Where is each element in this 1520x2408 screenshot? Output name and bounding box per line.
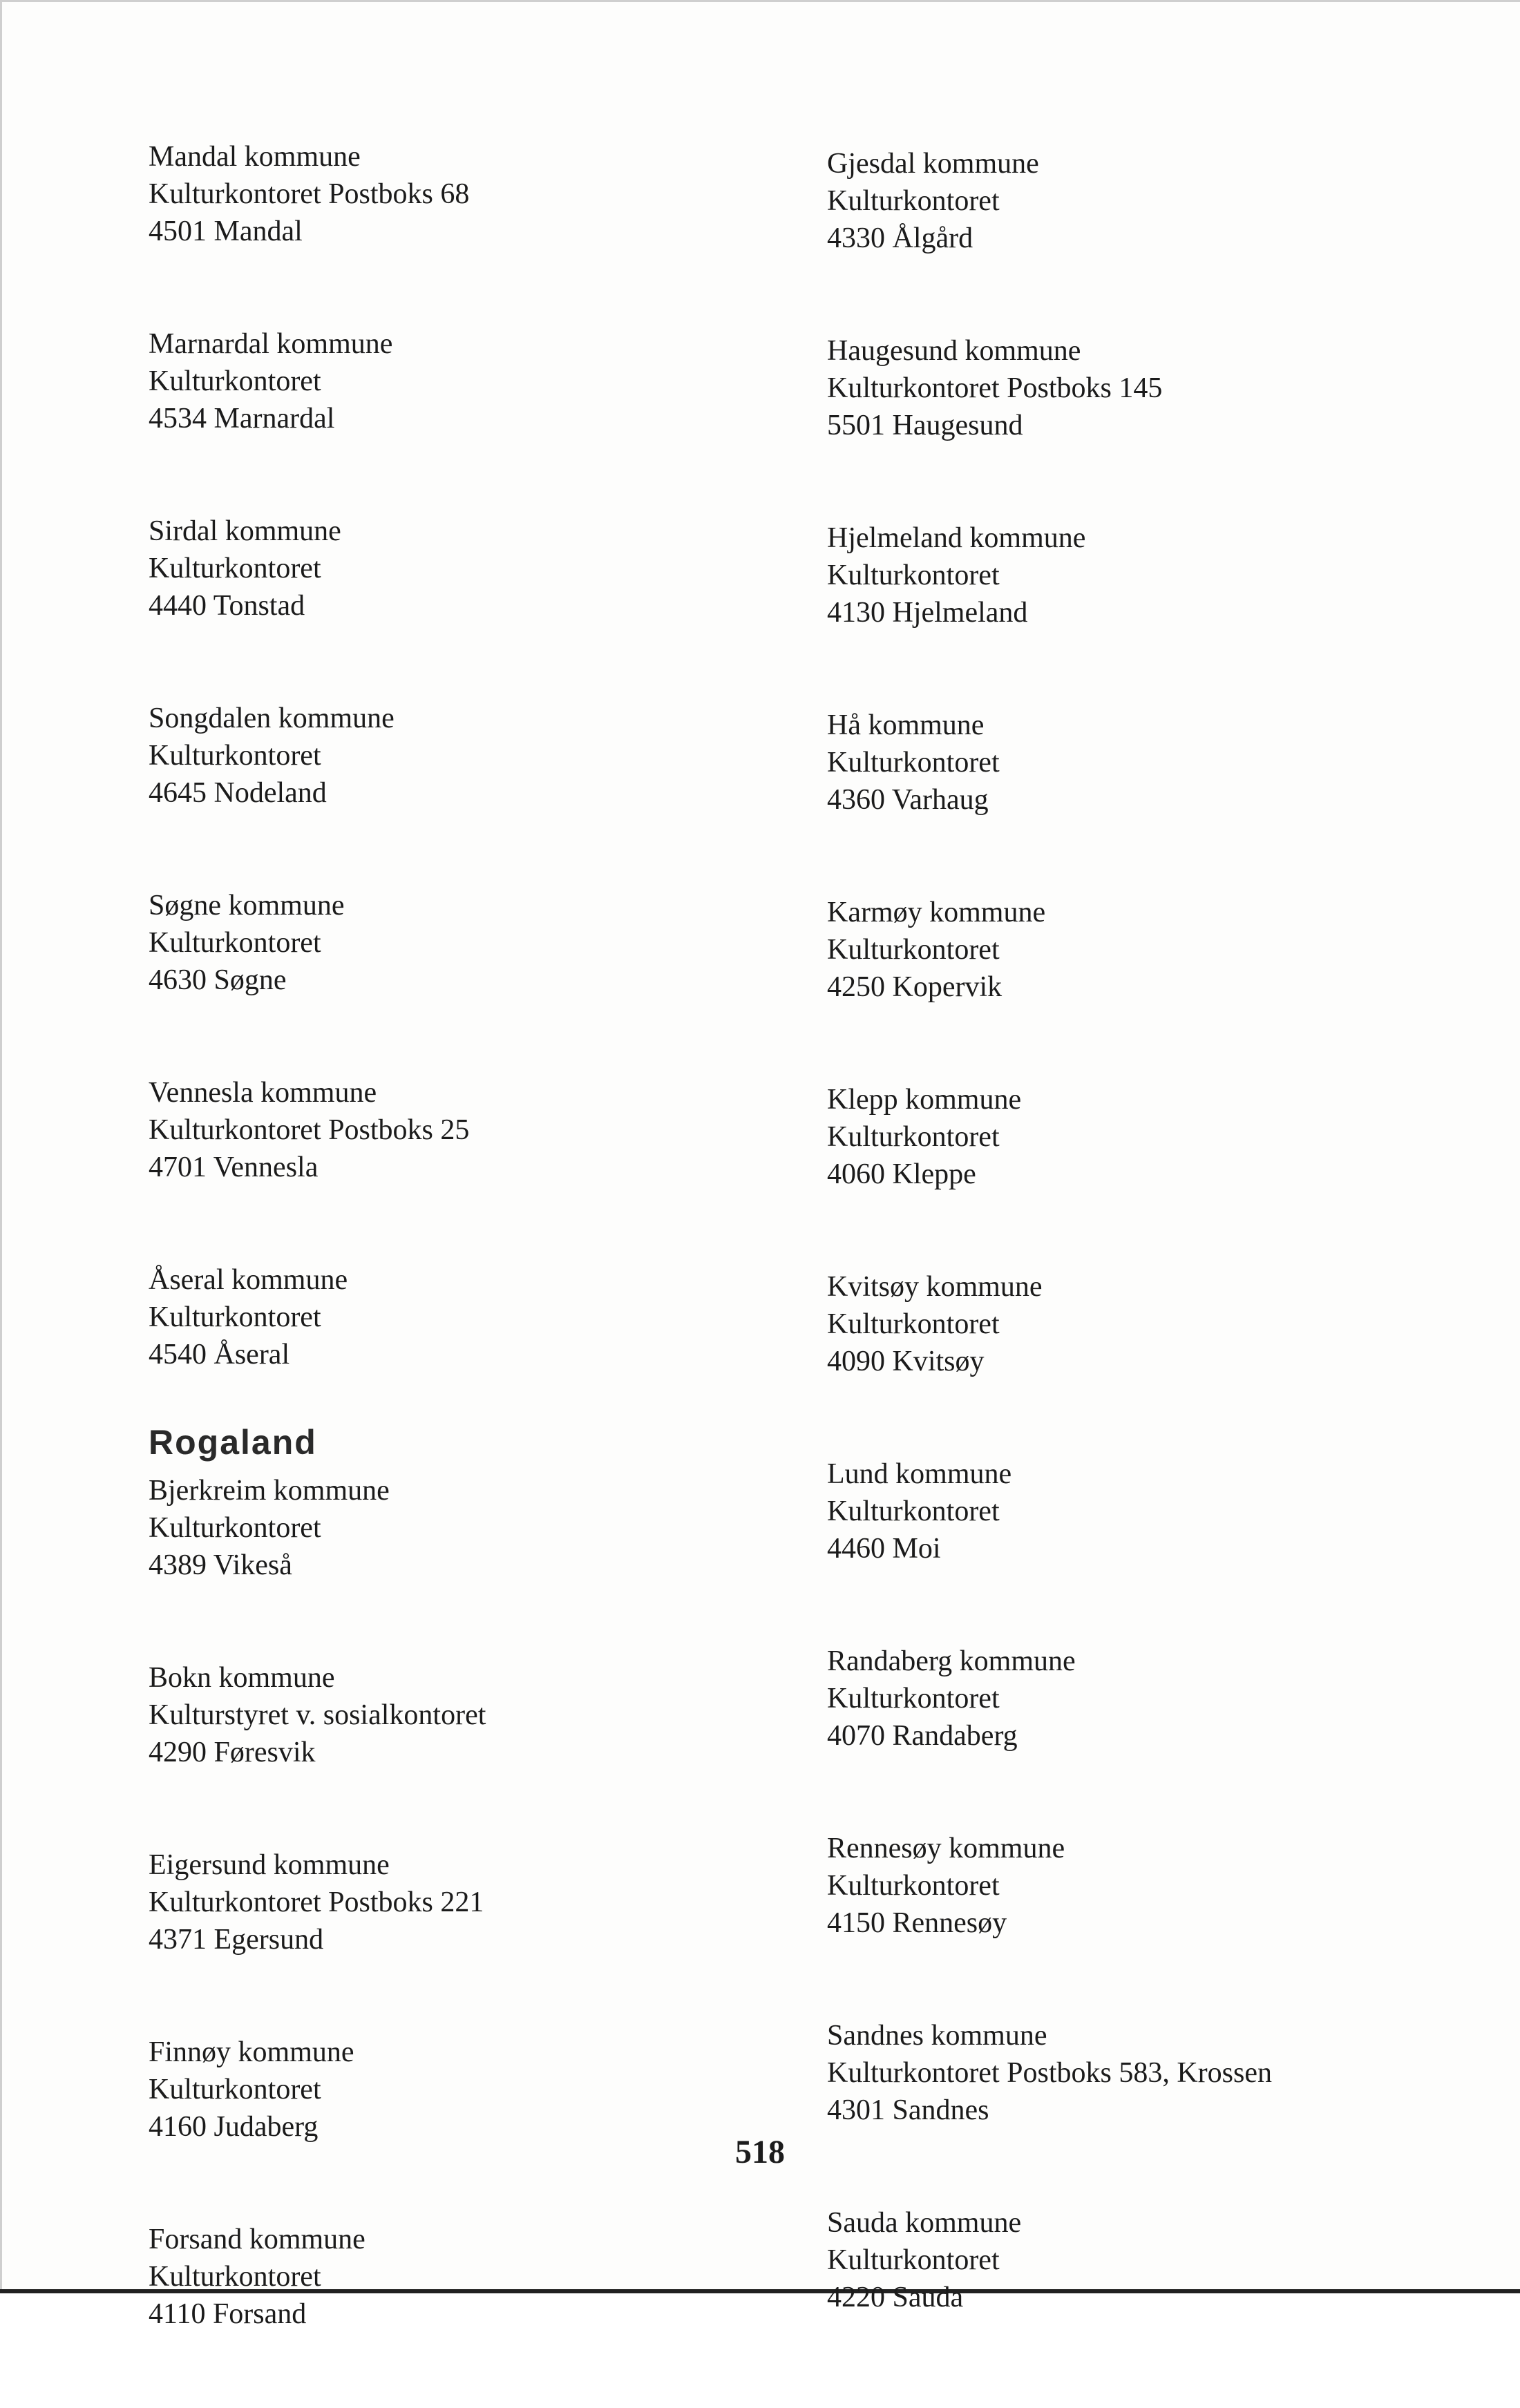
municipality-name: Rennesøy kommune (827, 1833, 1065, 1864)
address-entry (827, 519, 1449, 631)
municipality-name: Sirdal kommune (149, 515, 341, 547)
office-line: Kulturkontoret (149, 1301, 321, 1333)
municipality-name: Sauda kommune (827, 2207, 1022, 2239)
address-entry (827, 2017, 1449, 2129)
municipality-name: Gjesdal kommune (827, 148, 1039, 180)
municipality-name: Mandal kommune (149, 141, 361, 173)
address-entry (827, 332, 1449, 444)
municipality-name: Forsand kommune (149, 2224, 365, 2255)
address-entry (149, 1846, 770, 1958)
municipality-name: Kvitsøy kommune (827, 1271, 1043, 1303)
municipality-name: Vennesla kommune (149, 1077, 377, 1109)
postal-line: 4060 Kleppe (827, 1158, 976, 1190)
postal-line: 4220 Sauda (827, 2282, 964, 2313)
office-line: Kulturkontoret (149, 365, 321, 397)
address-entry (149, 1261, 770, 1373)
address-entry (827, 145, 1449, 257)
office-line: Kulturkontoret Postboks 25 (149, 1114, 470, 1146)
office-line: Kulturkontoret (149, 927, 321, 959)
address-entry (149, 325, 770, 437)
address-entry (827, 1081, 1449, 1193)
postal-line: 4630 Søgne (149, 964, 287, 996)
address-entry (149, 2221, 770, 2333)
address-entry (149, 138, 770, 250)
address-entry (827, 1643, 1449, 1755)
postal-line: 4301 Sandnes (827, 2094, 989, 2126)
office-line: Kulturkontoret (827, 560, 1000, 591)
postal-line: 4090 Kvitsøy (827, 1346, 985, 1377)
page-edge-left (0, 0, 2, 2293)
office-line: Kulturkontoret (827, 1496, 1000, 1527)
address-entry (149, 700, 770, 812)
office-line: Kulturkontoret Postboks 583, Krossen (827, 2057, 1272, 2089)
postal-line: 4460 Moi (827, 1533, 941, 1565)
address-entry (827, 894, 1449, 1006)
postal-line: 4645 Nodeland (149, 777, 327, 809)
postal-line: 4534 Marnardal (149, 403, 335, 434)
address-entry (149, 887, 770, 999)
postal-line: 5501 Haugesund (827, 410, 1023, 441)
address-entry (149, 2034, 770, 2146)
address-entry (827, 1455, 1449, 1567)
section-heading-rogaland: Rogaland (149, 1423, 317, 1462)
office-line: Kulturstyret v. sosialkontoret (149, 1699, 486, 1731)
address-entry (149, 1472, 770, 1584)
office-line: Kulturkontoret (149, 740, 321, 772)
office-line: Kulturkontoret (149, 1512, 321, 1544)
postal-line: 4160 Judaberg (149, 2111, 319, 2143)
office-line: Kulturkontoret (827, 747, 1000, 778)
office-line: Kulturkontoret (827, 1121, 1000, 1153)
page-number: 518 (735, 2134, 785, 2170)
postal-line: 4371 Egersund (149, 1924, 324, 1956)
postal-line: 4130 Hjelmeland (827, 597, 1028, 629)
municipality-name: Marnardal kommune (149, 328, 393, 360)
left-column (149, 138, 770, 2408)
postal-line: 4540 Åseral (149, 1339, 290, 1370)
postal-line: 4701 Vennesla (149, 1152, 319, 1183)
address-entry (827, 2204, 1449, 2316)
municipality-name: Hjelmeland kommune (827, 522, 1086, 554)
postal-line: 4250 Kopervik (827, 971, 1003, 1003)
office-line: Kulturkontoret Postboks 221 (149, 1886, 484, 1918)
postal-line: 4440 Tonstad (149, 590, 305, 622)
office-line: Kulturkontoret (827, 185, 1000, 217)
address-entry (827, 1268, 1449, 1380)
municipality-name: Sandnes kommune (827, 2020, 1047, 2052)
office-line: Kulturkontoret (149, 553, 321, 584)
municipality-name: Karmøy kommune (827, 897, 1046, 928)
office-line: Kulturkontoret (827, 2244, 1000, 2276)
office-line: Kulturkontoret (827, 1870, 1000, 1902)
right-column (827, 145, 1449, 2391)
municipality-name: Hå kommune (827, 709, 985, 741)
postal-line: 4110 Forsand (149, 2298, 307, 2330)
page-edge-top (0, 0, 1520, 2)
address-entry (827, 1830, 1449, 1942)
office-line: Kulturkontoret Postboks 68 (149, 178, 470, 210)
office-line: Kulturkontoret (149, 2261, 321, 2293)
municipality-name: Klepp kommune (827, 1084, 1022, 1116)
postal-line: 4330 Ålgård (827, 222, 973, 254)
municipality-name: Haugesund kommune (827, 335, 1081, 367)
municipality-name: Songdalen kommune (149, 703, 395, 734)
postal-line: 4070 Randaberg (827, 1720, 1018, 1752)
postal-line: 4501 Mandal (149, 216, 303, 247)
office-line: Kulturkontoret (827, 1308, 1000, 1340)
municipality-name: Bokn kommune (149, 1662, 335, 1694)
address-entry (149, 513, 770, 624)
municipality-name: Randaberg kommune (827, 1645, 1076, 1677)
address-entry (149, 1659, 770, 1771)
address-entry (149, 1074, 770, 1186)
municipality-name: Søgne kommune (149, 890, 345, 921)
office-line: Kulturkontoret (827, 934, 1000, 966)
postal-line: 4150 Rennesøy (827, 1907, 1007, 1939)
office-line: Kulturkontoret (827, 1683, 1000, 1714)
postal-line: 4290 Føresvik (149, 1737, 316, 1768)
postal-line: 4360 Varhaug (827, 784, 989, 816)
municipality-name: Finnøy kommune (149, 2036, 354, 2068)
municipality-name: Åseral kommune (149, 1264, 348, 1296)
municipality-name: Lund kommune (827, 1458, 1012, 1490)
office-line: Kulturkontoret (149, 2074, 321, 2105)
office-line: Kulturkontoret Postboks 145 (827, 372, 1163, 404)
address-entry (827, 707, 1449, 819)
municipality-name: Eigersund kommune (149, 1849, 390, 1881)
postal-line: 4389 Vikeså (149, 1549, 292, 1581)
municipality-name: Bjerkreim kommune (149, 1475, 390, 1507)
